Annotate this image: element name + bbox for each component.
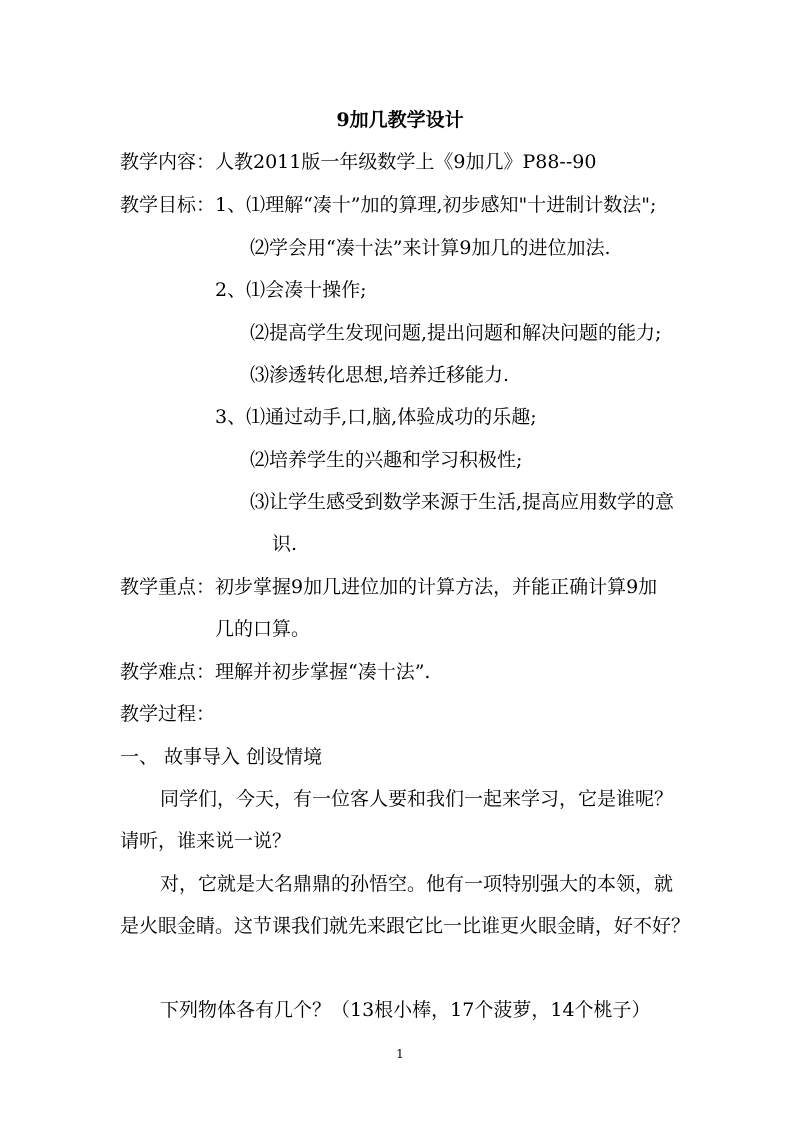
key-points-line-1: 教学重点：初步掌握9加几进位加的计算方法，并能正确计算9加 (120, 576, 658, 598)
objectives-line-4: ⑵提高学生发现问题,提出问题和解决问题的能力; (250, 322, 662, 344)
objectives-line-1: 教学目标：1、⑴理解“凑十”加的算理,初步感知"十进制计数法"; (120, 194, 657, 216)
objectives-line-8: ⑶让学生感受到数学来源于生活,提高应用数学的意 (250, 491, 675, 513)
key-points-line-2: 几的口算。 (215, 618, 311, 640)
document-title: 9加几教学设计 (336, 109, 464, 131)
question-line: 下列物体各有几个？（13根小棒，17个菠萝，14个桃子） (160, 999, 651, 1021)
teaching-content-line: 教学内容：人教2011版一年级数学上《9加几》P88--90 (120, 151, 597, 173)
objectives-line-6: 3、⑴通过动手,口,脑,体验成功的乐趣; (215, 406, 537, 428)
objectives-line-7: ⑵培养学生的兴趣和学习积极性; (250, 449, 523, 471)
objectives-line-3: 2、⑴会凑十操作; (215, 279, 367, 301)
page-number: 1 (396, 1047, 404, 1061)
difficulty-line: 教学难点：理解并初步掌握“凑十法”. (120, 661, 431, 683)
objectives-line-5: ⑶渗透转化思想,培养迁移能力. (250, 364, 510, 386)
paragraph-1-line-2: 请听，谁来说一说？ (120, 830, 292, 852)
paragraph-2-line-2: 是火眼金睛。这节课我们就先来跟它比一比谁更火眼金睛，好不好？ (120, 915, 691, 937)
process-heading: 教学过程： (120, 703, 216, 725)
section-1-heading: 一、 故事导入 创设情境 (120, 746, 323, 768)
paragraph-2-line-1: 对，它就是大名鼎鼎的孙悟空。他有一项特别强大的本领，就 (160, 873, 674, 895)
paragraph-1-line-1: 同学们，今天，有一位客人要和我们一起来学习，它是谁呢？ (160, 788, 674, 810)
objectives-line-2: ⑵学会用“凑十法”来计算9加几的进位加法. (250, 237, 611, 259)
objectives-line-9: 识. (272, 533, 298, 555)
